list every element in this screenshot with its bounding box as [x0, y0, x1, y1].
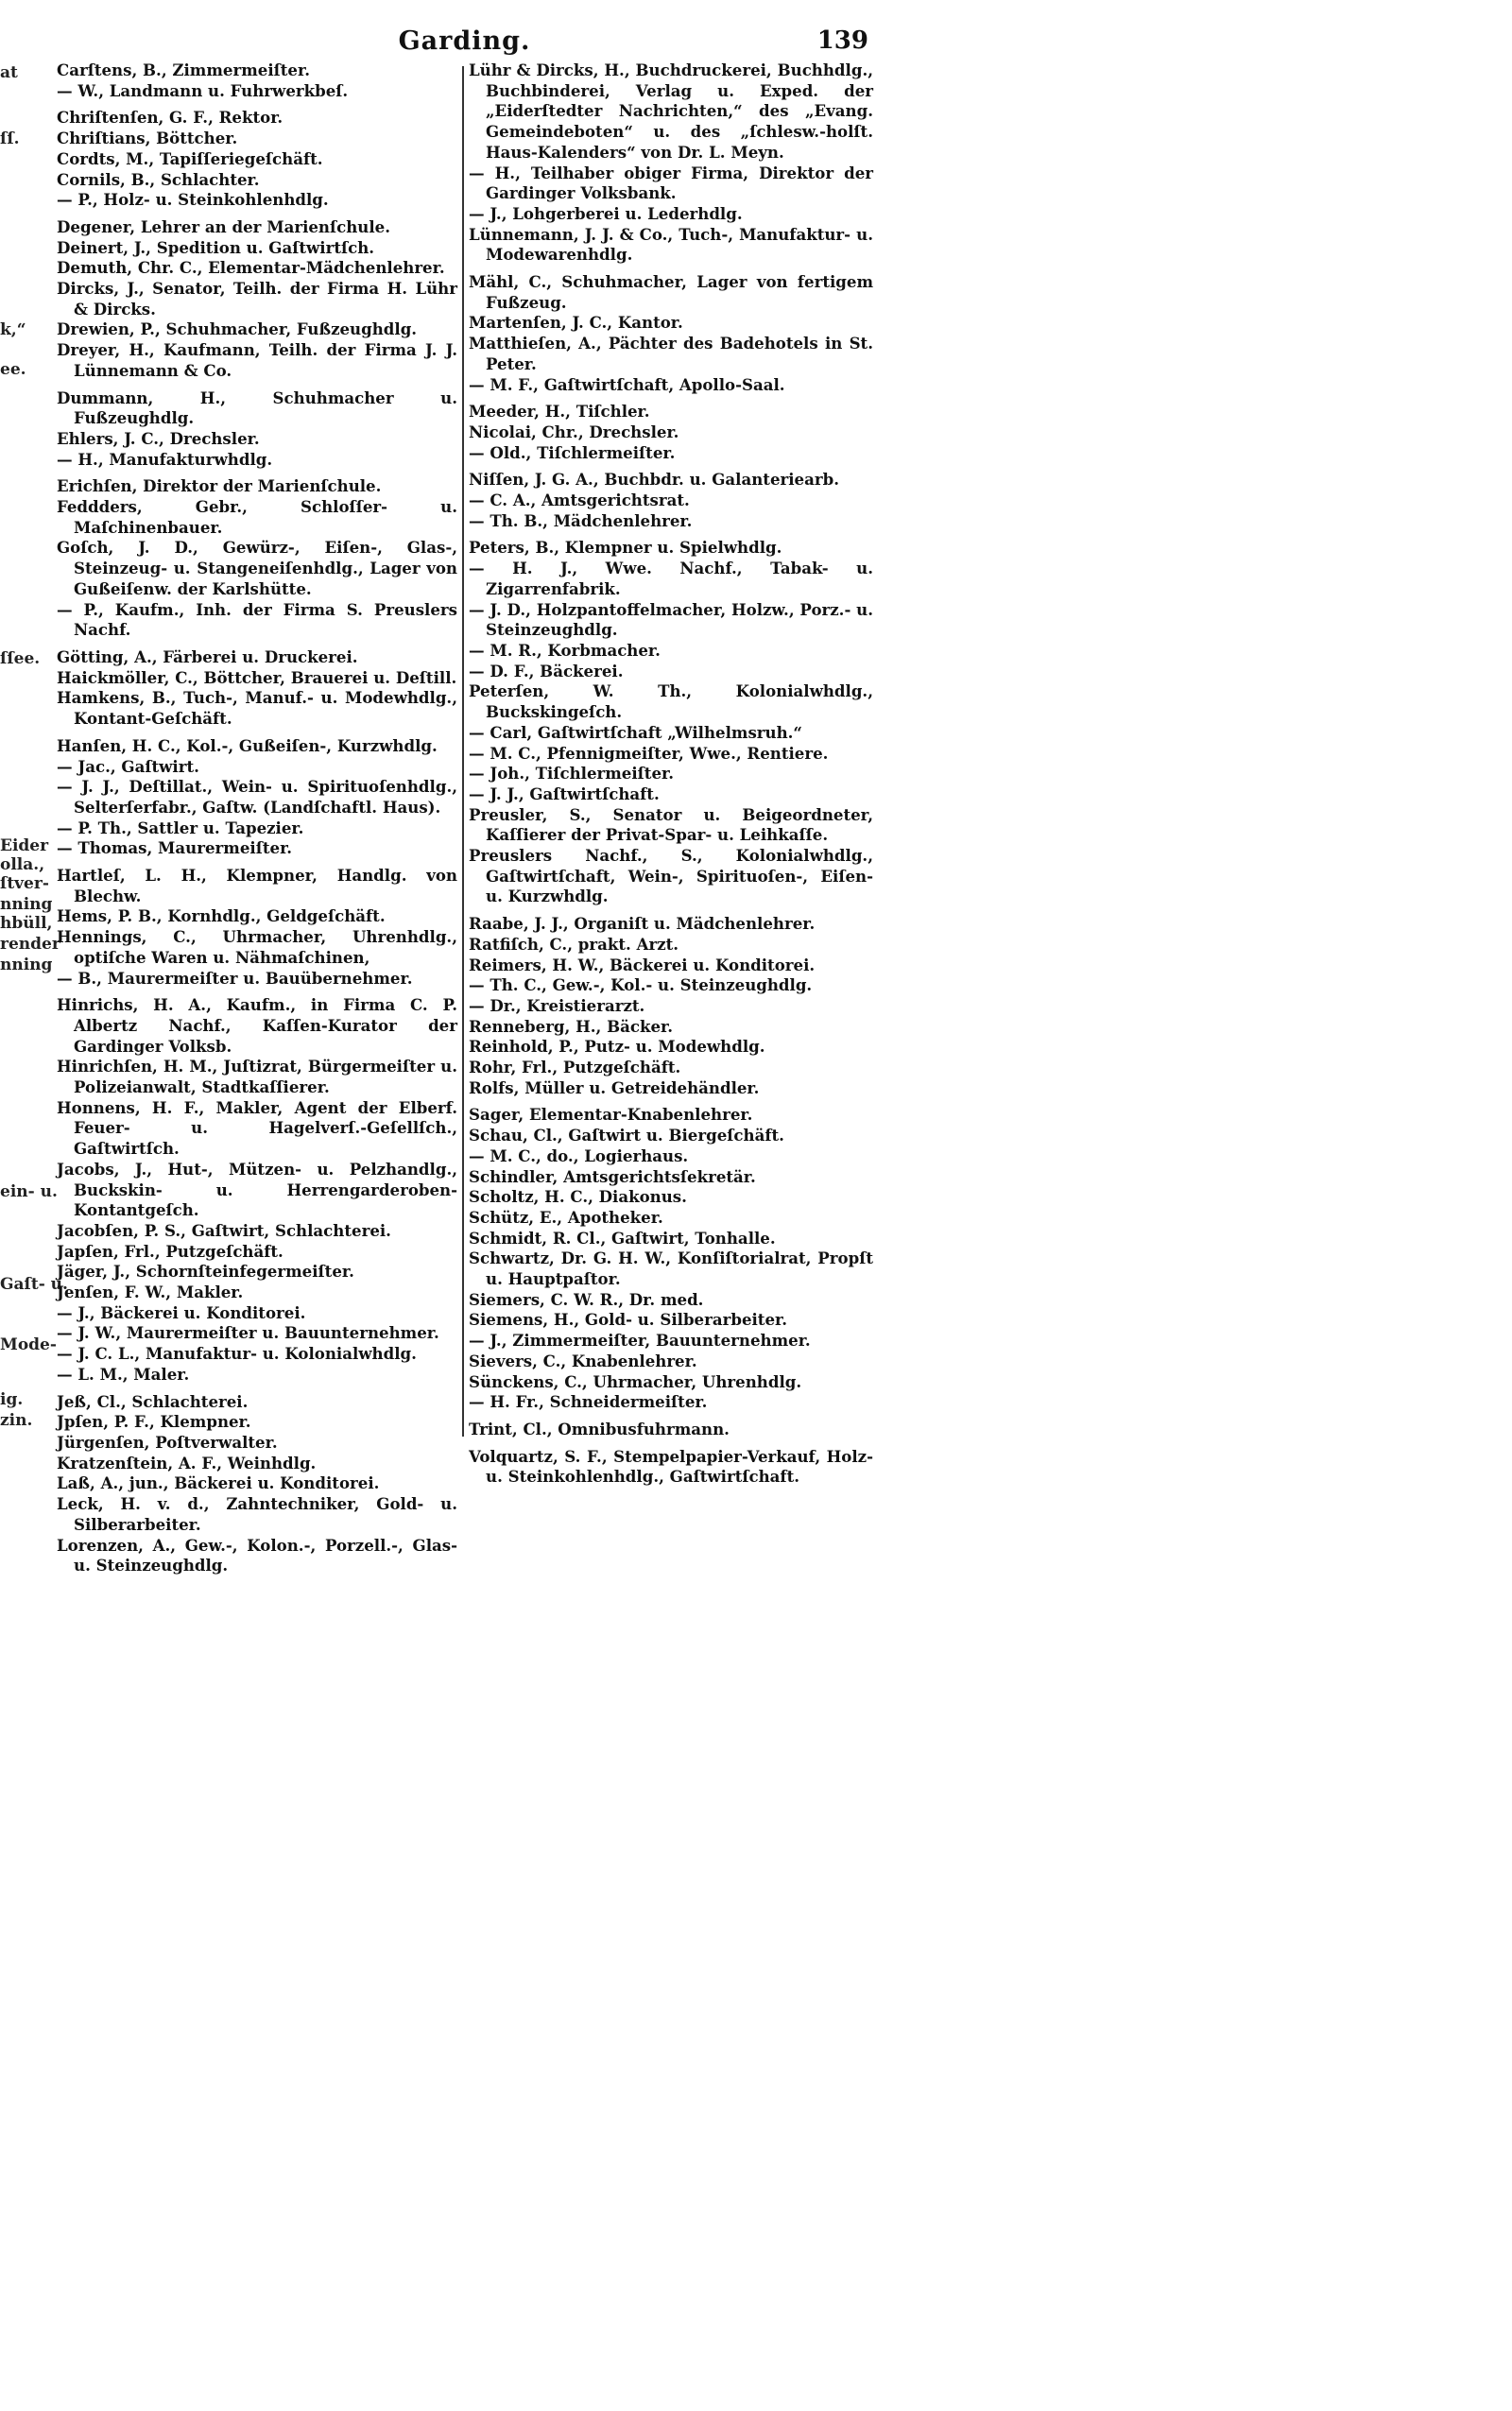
directory-entry-text: Honnens, H. F., Makler, Agent der Elberf. Feuer- u. Hagelverſ.-Geſellſch., Gaſtwirtſch.: [57, 1097, 457, 1159]
directory-entry: [469, 1447, 873, 1488]
directory-entry-text: — P., Kaufm., Inh. der Firma S. Preuslers Nachf.: [57, 599, 457, 640]
directory-entry-text: — H., Teilhaber obiger Firma, Direktor der Gardinger Volksbank.: [469, 163, 873, 203]
directory-entry: [57, 476, 457, 497]
directory-entry-text: — P. Th., Sattler u. Tapezier.: [57, 818, 304, 837]
directory-entry-text: Dummann, H., Schuhmacher u. Fußzeughdlg.: [57, 387, 457, 428]
directory-entry-text: — M. R., Korbmacher.: [469, 640, 661, 660]
directory-entry: [57, 1392, 457, 1413]
directory-entry-text: Hanſen, H. C., Kol.-, Gußeiſen-, Kurzwhdlg.: [57, 735, 438, 755]
directory-entry-text: Japſen, Frl., Putzgeſchäft.: [57, 1241, 284, 1261]
directory-entry-text: Chriſtenſen, G. F., Rektor.: [57, 108, 284, 128]
directory-entry-text: Hems, P. B., Kornhdlg., Geldgeſchäft.: [57, 906, 386, 926]
directory-entry: [57, 319, 457, 340]
directory-entry-text: Siemers, C. W. R., Dr. med.: [469, 1289, 704, 1309]
directory-entry: [469, 846, 873, 907]
directory-entry: [57, 647, 457, 668]
margin-fragment: k,“: [0, 320, 26, 339]
directory-entry-text: Schütz, E., Apotheker.: [469, 1207, 663, 1227]
directory-page: [0, 0, 929, 1576]
directory-entry: [469, 402, 873, 422]
directory-entry-text: Renneberg, H., Bäcker.: [469, 1016, 674, 1036]
directory-entry: [469, 1208, 873, 1229]
directory-entry: [469, 1392, 873, 1413]
directory-entry: [469, 272, 873, 313]
directory-entry-text: Preusler, S., Senator u. Beigeordneter, Kaſſierer der Privat-Spar- u. Leihkaſſe.: [469, 804, 873, 845]
directory-entry-text: Lünnemann, J. J. & Co., Tuch-, Manufaktur- u. Modewarenhdlg.: [469, 224, 873, 265]
directory-entry-text: Rolfs, Müller u. Getreidehändler.: [469, 1077, 760, 1097]
directory-entry-text: Goſch, J. D., Gewürz-, Eiſen-, Glas-, Steinzeug- u. Stangeneiſenhdlg., Lager von Gußeiſenw. der Karlshütte.: [57, 538, 457, 598]
directory-entry-text: Schau, Cl., Gaſtwirt u. Biergeſchäft.: [469, 1126, 784, 1145]
right-column: [469, 60, 873, 1488]
directory-entry-text: Cornils, B., Schlachter.: [57, 169, 260, 189]
directory-entry: [57, 818, 457, 839]
directory-entry: [469, 313, 873, 334]
directory-entry-text: — Thomas, Maurermeiſter.: [57, 838, 293, 858]
margin-fragment: olla.,: [0, 855, 45, 874]
directory-entry: [469, 1126, 873, 1146]
directory-entry-text: — J. W., Maurermeiſter u. Bauunternehmer.: [57, 1323, 439, 1343]
directory-entry-text: Reinhold, P., Putz- u. Modewhdlg.: [469, 1037, 765, 1057]
margin-fragment: Mode-: [0, 1335, 57, 1354]
directory-entry: [57, 238, 457, 259]
directory-entry: [57, 340, 457, 381]
directory-entry: [57, 60, 457, 81]
directory-entry-text: — Old., Tiſchlermeiſter.: [469, 442, 676, 462]
directory-entry: [469, 641, 873, 662]
directory-entry: [57, 1454, 457, 1474]
directory-entry: [57, 757, 457, 778]
directory-entry: [469, 805, 873, 846]
directory-entry: [469, 1146, 873, 1167]
directory-entry-text: Schindler, Amtsgerichtsſekretär.: [469, 1166, 756, 1186]
directory-entry: [57, 450, 457, 471]
directory-entry: [57, 497, 457, 538]
directory-entry: [469, 422, 873, 443]
directory-entry-text: — M. C., Pfennigmeiſter, Wwe., Rentiere.: [469, 743, 829, 763]
directory-entry: [469, 511, 873, 532]
directory-entry: [57, 927, 457, 968]
directory-entry-text: — D. F., Bäckerei.: [469, 661, 624, 680]
directory-entry: [57, 995, 457, 1057]
directory-entry: [57, 1323, 457, 1344]
directory-entry: [469, 60, 873, 164]
directory-entry-text: — M. C., do., Logierhaus.: [469, 1145, 689, 1165]
directory-entry: [469, 1167, 873, 1188]
directory-entry-text: Ehlers, J. C., Drechsler.: [57, 428, 260, 448]
directory-entry-text: Carſtens, B., Zimmermeiſter.: [57, 60, 310, 79]
margin-fragment: ein- u.: [0, 1182, 58, 1201]
directory-entry: [469, 164, 873, 204]
directory-entry-text: Laß, A., jun., Bäckerei u. Konditorei.: [57, 1473, 380, 1493]
directory-entry: [57, 1057, 457, 1097]
directory-entry-text: — M. F., Gaſtwirtſchaft, Apollo-Saal.: [469, 374, 785, 394]
directory-entry-text: Jacobſen, P. S., Gaſtwirt, Schlachterei.: [57, 1220, 391, 1240]
directory-entry: [469, 1420, 873, 1440]
directory-entry-text: Feddders, Gebr., Schloſſer- u. Maſchinenbauer.: [57, 497, 457, 537]
margin-fragment: nning: [0, 956, 53, 974]
directory-entry-text: — Jac., Gaſtwirt.: [57, 756, 199, 776]
directory-entry: [57, 1303, 457, 1324]
directory-entry-text: Deinert, J., Spedition u. Gaſtwirtſch.: [57, 237, 375, 257]
column-divider: [462, 66, 464, 1437]
directory-entry-text: Peters, B., Klempner u. Spielwhdlg.: [469, 538, 782, 558]
margin-fragment: render: [0, 935, 60, 954]
directory-entry: [469, 744, 873, 765]
directory-entry-text: Cordts, M., Tapiſſeriegeſchäft.: [57, 148, 323, 168]
directory-entry-text: Reimers, H. W., Bäckerei u. Konditorei.: [469, 955, 816, 974]
directory-entry: [469, 204, 873, 225]
directory-entry: [57, 1160, 457, 1221]
margin-fragment: Eider: [0, 836, 49, 855]
directory-entry: [469, 1017, 873, 1038]
directory-entry: [57, 190, 457, 211]
directory-entry-text: — J., Lohgerberei u. Lederhdlg.: [469, 203, 743, 223]
directory-entry-text: Hinrichs, H. A., Kaufm., in Firma C. P. Albertz Nachf., Kaſſen-Kurator der Gardinger Volksb.: [57, 995, 457, 1056]
directory-entry: [469, 1058, 873, 1078]
margin-fragment: at: [0, 63, 18, 82]
directory-entry-text: Volquartz, S. F., Stempelpapier-Verkauf, Holz- u. Steinkohlenhdlg., Gaſtwirtſchaft.: [469, 1446, 873, 1487]
directory-entry: [469, 1331, 873, 1352]
directory-entry-text: Erichſen, Direktor der Marienſchule.: [57, 476, 382, 496]
directory-entry: [469, 1290, 873, 1311]
directory-entry: [57, 1473, 457, 1494]
directory-entry-text: — J. D., Holzpantoffelmacher, Holzw., Porz.- u. Steinzeughdlg.: [469, 599, 873, 640]
margin-fragment: ig.: [0, 1390, 24, 1409]
directory-entry: [57, 906, 457, 927]
directory-entry: [469, 334, 873, 374]
directory-entry-text: Peterſen, W. Th., Kolonialwhdlg., Buckskingeſch.: [469, 681, 873, 722]
directory-entry-text: Dircks, J., Senator, Teilh. der Firma H. Lühr & Dircks.: [57, 279, 457, 319]
directory-entry-text: Lorenzen, A., Gew.-, Kolon.-, Porzell.-, Glas- u. Steinzeughdlg.: [57, 1535, 457, 1576]
directory-entry: [469, 1372, 873, 1393]
directory-entry-text: Jäger, J., Schornſteinfegermeiſter.: [57, 1262, 354, 1282]
directory-entry-text: — J., Bäckerei u. Konditorei.: [57, 1302, 306, 1322]
directory-entry-text: Trint, Cl., Omnibusfuhrmann.: [469, 1420, 730, 1438]
directory-entry: [57, 217, 457, 238]
directory-entry: [57, 777, 457, 818]
margin-fragment: hbüll,: [0, 914, 53, 933]
directory-entry-text: — H. J., Wwe. Nachf., Tabak- u. Zigarrenfabrik.: [469, 559, 873, 598]
directory-entry-text: Chriſtians, Böttcher.: [57, 129, 238, 148]
directory-entry: [469, 491, 873, 511]
directory-entry-text: Martenſen, J. C., Kantor.: [469, 313, 683, 333]
directory-entry-text: Jacobs, J., Hut-, Mützen- u. Pelzhandlg., Buckskin- u. Herrengarderoben-Kontantgeſch.: [57, 1159, 457, 1220]
directory-entry: [469, 914, 873, 935]
margin-fragment: zin.: [0, 1411, 33, 1430]
directory-entry-text: Götting, A., Färberei u. Druckerei.: [57, 646, 358, 666]
directory-entry: [57, 81, 457, 102]
directory-entry: [469, 1229, 873, 1249]
directory-entry-text: Jpſen, P. F., Klempner.: [57, 1412, 251, 1432]
directory-entry-text: Nicolai, Chr., Drechsler.: [469, 422, 679, 441]
directory-entry-text: Sievers, C., Knabenlehrer.: [469, 1351, 697, 1370]
directory-entry: [57, 1365, 457, 1386]
directory-entry-text: Scholtz, H. C., Diakonus.: [469, 1187, 687, 1207]
directory-entry-text: — J. C. L., Manufaktur- u. Kolonialwhdlg.: [57, 1344, 417, 1364]
directory-entry: [469, 956, 873, 976]
directory-entry-text: Sager, Elementar-Knabenlehrer.: [469, 1105, 753, 1125]
directory-entry: [469, 662, 873, 682]
page-title: Garding.: [398, 26, 531, 56]
directory-entry-text: Degener, Lehrer an der Marienſchule.: [57, 216, 390, 236]
directory-entry-text: — J., Zimmermeiſter, Bauunternehmer.: [469, 1331, 811, 1351]
directory-entry-text: Jürgenſen, Poſtverwalter.: [57, 1433, 278, 1452]
directory-entry-text: Jeß, Cl., Schlachterei.: [57, 1391, 249, 1411]
directory-entry-text: Matthieſen, A., Pächter des Badehotels in St. Peter.: [469, 334, 873, 373]
directory-entry-text: — J. J., Deſtillat., Wein- u. Spirituoſenhdlg., Selterſerfabr., Gaſtw. (Landſchaftl. Haus).: [57, 777, 457, 817]
directory-entry-text: — P., Holz- u. Steinkohlenhdlg.: [57, 190, 329, 210]
directory-entry: [57, 1536, 457, 1576]
directory-entry-text: Hennings, C., Uhrmacher, Uhrenhdlg., optiſche Waren u. Nähmaſchinen,: [57, 927, 457, 967]
directory-entry: [469, 1078, 873, 1099]
directory-entry-text: Hamkens, B., Tuch-, Manuf.- u. Modewhdlg., Kontant-Geſchäft.: [57, 688, 457, 729]
directory-entry: [469, 225, 873, 266]
directory-entry-text: Lühr & Dircks, H., Buchdruckerei, Buchhdlg., Buchbinderei, Verlag u. Exped. der „Eiderſtedter Nachrichten,“ des „Evang. Gemeindeboten“ u. des „ſchlesw.-holſt. Haus-Kalenders“ von Dr. L. Meyn.: [469, 60, 873, 162]
directory-entry-text: — J. J., Gaſtwirtſchaft.: [469, 784, 660, 803]
directory-entry-text: Siemens, H., Gold- u. Silberarbeiter.: [469, 1310, 788, 1330]
directory-entry-text: Mähl, C., Schuhmacher, Lager von fertigem Fußzeug.: [469, 272, 873, 312]
directory-entry-text: — Th. B., Mädchenlehrer.: [469, 510, 693, 530]
directory-entry: [469, 375, 873, 396]
directory-entry: [57, 108, 457, 129]
directory-entry-text: Raabe, J. J., Organiſt u. Mädchenlehrer.: [469, 914, 816, 934]
directory-entry: [469, 764, 873, 784]
directory-entry-text: Jenſen, F. W., Makler.: [57, 1283, 244, 1302]
directory-entry: [469, 470, 873, 491]
directory-entry: [57, 388, 457, 429]
directory-entry-text: — Joh., Tiſchlermeiſter.: [469, 764, 675, 784]
directory-entry: [469, 784, 873, 805]
directory-entry: [57, 600, 457, 641]
directory-entry: [57, 279, 457, 319]
directory-entry: [57, 1412, 457, 1433]
directory-entry-text: — W., Landmann u. Fuhrwerkbeſ.: [57, 80, 349, 100]
directory-entry-text: — H. Fr., Schneidermeiſter.: [469, 1392, 708, 1412]
directory-entry: [57, 668, 457, 689]
directory-entry: [57, 1433, 457, 1454]
directory-entry-text: Demuth, Chr. C., Elementar-Mädchenlehrer.: [57, 258, 445, 278]
directory-entry: [57, 969, 457, 990]
directory-entry: [469, 1187, 873, 1208]
directory-entry: [469, 1105, 873, 1126]
left-column: [57, 60, 457, 1576]
directory-entry: [469, 975, 873, 996]
directory-entry: [469, 723, 873, 744]
directory-entry: [57, 1494, 457, 1535]
directory-entry: [469, 1249, 873, 1289]
directory-entry-text: Hinrichſen, H. M., Juſtizrat, Bürgermeiſter u. Polizeianwalt, Stadtkaſſierer.: [57, 1057, 457, 1097]
directory-entry-text: Preuslers Nachf., S., Kolonialwhdlg., Gaſtwirtſchaft, Wein-, Spirituoſen-, Eiſen- u. Kurzwhdlg.: [469, 846, 873, 906]
margin-fragment: ſſ.: [0, 129, 20, 148]
directory-entry-text: Ratfiſch, C., prakt. Arzt.: [469, 934, 679, 954]
directory-entry: [469, 1037, 873, 1058]
directory-entry: [469, 935, 873, 956]
directory-entry: [57, 1098, 457, 1160]
directory-entry: [57, 1262, 457, 1283]
directory-entry-text: Schwartz, Dr. G. H. W., Konſiſtorialrat, Propſt u. Hauptpaſtor.: [469, 1249, 873, 1289]
directory-entry: [57, 866, 457, 906]
margin-fragment: ee.: [0, 360, 26, 379]
directory-entry-text: Rohr, Frl., Putzgeſchäft.: [469, 1058, 681, 1077]
directory-entry-text: — H., Manufakturwhdlg.: [57, 449, 273, 469]
directory-entry-text: — L. M., Maler.: [57, 1364, 190, 1384]
directory-entry: [57, 838, 457, 859]
directory-entry-text: Leck, H. v. d., Zahntechniker, Gold- u. Silberarbeiter.: [57, 1494, 457, 1534]
directory-entry-text: Hartleſ, L. H., Klempner, Handlg. von Blechw.: [57, 866, 457, 905]
directory-entry: [57, 1221, 457, 1242]
directory-entry: [469, 559, 873, 599]
directory-entry-text: — Dr., Kreistierarzt.: [469, 995, 645, 1015]
left-margin-fragments: [0, 55, 68, 1472]
directory-entry: [57, 258, 457, 279]
directory-entry: [57, 429, 457, 450]
directory-entry: [57, 129, 457, 149]
directory-entry-text: Sünckens, C., Uhrmacher, Uhrenhdlg.: [469, 1371, 802, 1391]
directory-entry-text: Dreyer, H., Kaufmann, Teilh. der Firma J. J. Lünnemann & Co.: [57, 340, 457, 380]
directory-entry-text: Haickmöller, C., Böttcher, Brauerei u. Deſtill.: [57, 667, 457, 687]
directory-entry-text: — C. A., Amtsgerichtsrat.: [469, 491, 690, 510]
directory-entry: [57, 1344, 457, 1365]
margin-fragment: nning: [0, 895, 53, 914]
page-number: 139: [816, 26, 868, 55]
directory-entry: [57, 149, 457, 170]
directory-entry: [469, 681, 873, 722]
margin-fragment: ſſee.: [0, 649, 41, 668]
directory-entry: [469, 1310, 873, 1331]
directory-entry: [57, 1283, 457, 1303]
directory-entry-text: Drewien, P., Schuhmacher, Fußzeughdlg.: [57, 319, 418, 339]
margin-fragment: Gaſt- u.: [0, 1275, 68, 1294]
directory-entry: [469, 443, 873, 464]
directory-entry: [469, 996, 873, 1017]
directory-entry: [469, 600, 873, 641]
directory-entry: [469, 538, 873, 559]
directory-entry: [57, 1242, 457, 1263]
margin-fragment: ſtver-: [0, 874, 49, 893]
directory-entry-text: — Carl, Gaſtwirtſchaft „Wilhelmsruh.“: [469, 722, 802, 742]
directory-entry-text: — B., Maurermeiſter u. Bauübernehmer.: [57, 968, 413, 988]
directory-entry: [57, 688, 457, 729]
directory-entry-text: — Th. C., Gew.-, Kol.- u. Steinzeughdlg.: [469, 975, 813, 995]
directory-entry-text: Niſſen, J. G. A., Buchbdr. u. Galanteriearb.: [469, 470, 839, 490]
directory-entry-text: Meeder, H., Tiſchler.: [469, 402, 650, 422]
directory-entry: [469, 1352, 873, 1372]
directory-entry-text: Schmidt, R. Cl., Gaſtwirt, Tonhalle.: [469, 1228, 776, 1248]
directory-entry: [57, 538, 457, 599]
directory-entry-text: Kratzenſtein, A. F., Weinhdlg.: [57, 1453, 317, 1472]
directory-entry: [57, 736, 457, 757]
directory-entry: [57, 170, 457, 191]
